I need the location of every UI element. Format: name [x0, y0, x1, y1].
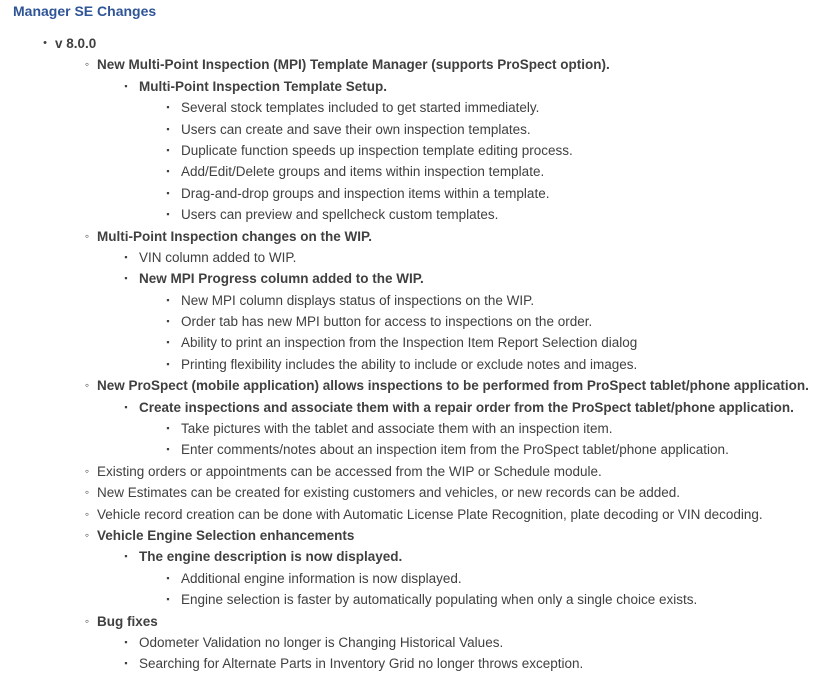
section-item — [0, 611, 830, 632]
detail-text: New MPI column displays status of inspections on the WIP. — [181, 292, 535, 308]
subsection-title: VIN column added to WIP. — [139, 249, 297, 265]
section-item — [0, 525, 830, 546]
section-title: Vehicle record creation can be done with Automatic License Plate Recognition, plate decoding or VIN decoding. — [97, 506, 763, 522]
subsection-title: Create inspections and associate them with a repair order from the ProSpect tablet/phone application. — [139, 399, 794, 415]
section-item — [0, 461, 830, 482]
detail-item — [0, 140, 830, 161]
square-bullet-icon: ▪ — [166, 594, 170, 605]
square-bullet-icon: ▪ — [166, 572, 170, 583]
subsection-item — [0, 247, 830, 268]
detail-item — [0, 589, 830, 610]
section-title: Existing orders or appointments can be accessed from the WIP or Schedule module. — [97, 463, 602, 479]
section-item — [0, 482, 830, 503]
bullet-icon: • — [43, 37, 47, 49]
square-bullet-icon: ▪ — [124, 551, 128, 562]
hollow-bullet-icon: ◦ — [84, 485, 90, 500]
square-bullet-icon: ▪ — [124, 251, 128, 262]
detail-item — [0, 354, 830, 375]
detail-item — [0, 332, 830, 353]
square-bullet-icon: ▪ — [124, 80, 128, 91]
square-bullet-icon: ▪ — [166, 358, 170, 369]
detail-text: Users can preview and spellcheck custom templates. — [181, 207, 499, 223]
detail-text: Add/Edit/Delete groups and items within inspection template. — [181, 164, 545, 180]
detail-item — [0, 439, 830, 460]
detail-text: Take pictures with the tablet and associate them with an inspection item. — [181, 421, 613, 437]
detail-item — [0, 290, 830, 311]
subsection-title: The engine description is now displayed. — [139, 549, 403, 565]
square-bullet-icon: ▪ — [166, 123, 170, 134]
section-item — [0, 375, 830, 396]
square-bullet-icon: ▪ — [166, 166, 170, 177]
detail-text: Printing flexibility includes the ability to include or exclude notes and images. — [181, 356, 638, 372]
version-label: v 8.0.0 — [55, 36, 97, 51]
section-title: Vehicle Engine Selection enhancements — [97, 527, 355, 543]
detail-text: Drag-and-drop groups and inspection items within a template. — [181, 185, 550, 201]
square-bullet-icon: ▪ — [166, 187, 170, 198]
detail-item — [0, 204, 830, 225]
hollow-bullet-icon: ◦ — [84, 463, 90, 478]
detail-text: Order tab has new MPI button for access to inspections on the order. — [181, 314, 593, 330]
subsection-item — [0, 268, 830, 289]
detail-item — [0, 568, 830, 589]
subsection-item — [0, 76, 830, 97]
detail-text: Enter comments/notes about an inspection item from the ProSpect tablet/phone application. — [181, 442, 729, 458]
hollow-bullet-icon: ◦ — [84, 527, 90, 542]
hollow-bullet-icon: ◦ — [84, 378, 90, 393]
section-item — [0, 54, 830, 75]
subsection-title: Searching for Alternate Parts in Inventory Grid no longer throws exception. — [139, 656, 584, 672]
square-bullet-icon: ▪ — [166, 423, 170, 434]
detail-item — [0, 97, 830, 118]
subsection-title: Odometer Validation no longer is Changing Historical Values. — [139, 634, 504, 650]
subsection-title: New MPI Progress column added to the WIP. — [139, 271, 424, 287]
square-bullet-icon: ▪ — [124, 636, 128, 647]
subsection-title: Multi-Point Inspection Template Setup. — [139, 78, 388, 94]
subsection-item — [0, 653, 830, 674]
section-item — [0, 504, 830, 525]
square-bullet-icon: ▪ — [124, 658, 128, 669]
section-title: Multi-Point Inspection changes on the WIP. — [97, 228, 373, 244]
hollow-bullet-icon: ◦ — [84, 57, 90, 72]
detail-text: Additional engine information is now displayed. — [181, 570, 462, 586]
detail-text: Users can create and save their own inspection templates. — [181, 121, 531, 137]
detail-item — [0, 311, 830, 332]
square-bullet-icon: ▪ — [124, 401, 128, 412]
square-bullet-icon: ▪ — [166, 144, 170, 155]
square-bullet-icon: ▪ — [166, 294, 170, 305]
subsection-item — [0, 397, 830, 418]
page-title: Manager SE Changes — [13, 3, 157, 19]
section-title: Bug fixes — [97, 613, 158, 629]
detail-item — [0, 161, 830, 182]
section-title: New Multi-Point Inspection (MPI) Template Manager (supports ProSpect option). — [97, 57, 610, 73]
version-item — [0, 33, 830, 54]
detail-item — [0, 418, 830, 439]
subsection-item — [0, 632, 830, 653]
square-bullet-icon: ▪ — [166, 102, 170, 113]
square-bullet-icon: ▪ — [124, 273, 128, 284]
square-bullet-icon: ▪ — [166, 444, 170, 455]
square-bullet-icon: ▪ — [166, 316, 170, 327]
detail-text: Several stock templates included to get started immediately. — [181, 100, 540, 116]
hollow-bullet-icon: ◦ — [84, 613, 90, 628]
detail-text: Engine selection is faster by automatically populating when only a single choice exists. — [181, 592, 698, 608]
subsection-item — [0, 546, 830, 567]
release-notes-list — [0, 33, 830, 675]
detail-text: Ability to print an inspection from the Inspection Item Report Selection dialog — [181, 335, 638, 351]
hollow-bullet-icon: ◦ — [84, 228, 90, 243]
detail-text: Duplicate function speeds up inspection template editing process. — [181, 142, 573, 158]
section-item — [0, 226, 830, 247]
section-title: New ProSpect (mobile application) allows inspections to be performed from ProSpect tablet/phone application. — [97, 378, 809, 394]
detail-item — [0, 183, 830, 204]
detail-item — [0, 119, 830, 140]
section-title: New Estimates can be created for existing customers and vehicles, or new records can be added. — [97, 485, 681, 501]
square-bullet-icon: ▪ — [166, 209, 170, 220]
square-bullet-icon: ▪ — [166, 337, 170, 348]
hollow-bullet-icon: ◦ — [84, 506, 90, 521]
